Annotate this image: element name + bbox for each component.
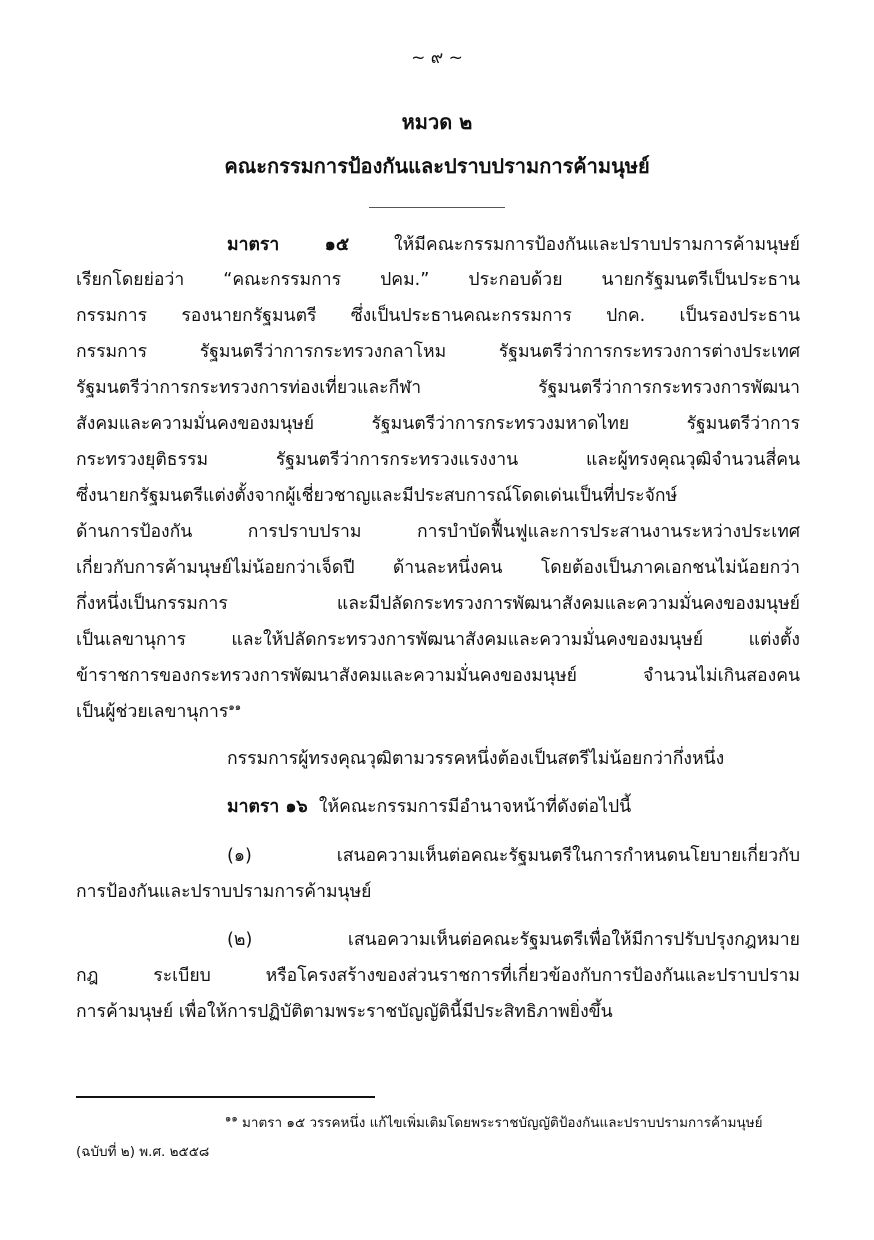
page-number: ~ ๙ ~: [411, 48, 463, 68]
section15-line: เป็นผู้ช่วยเลขานุการ: [76, 702, 229, 722]
section15-line: กรรมการ รัฐมนตรีว่าการกระทรวงกลาโหม รัฐมนตรีว่าการกระทรวงการต่างประเทศ: [76, 342, 800, 362]
section15-line: เกี่ยวกับการค้ามนุษย์ไม่น้อยกว่าเจ็ดปี ด้านละหนึ่งคน โดยต้องเป็นภาคเอกชนไม่น้อยกว่า: [76, 558, 800, 578]
section16-heading: มาตรา ๑๖: [227, 797, 308, 817]
section15-first-line: [227, 233, 800, 257]
section16-item2-line: (๒) เสนอความเห็นต่อคณะรัฐมนตรีเพื่อให้มีการปรับปรุงกฎหมาย: [227, 930, 800, 950]
section15-line: ข้าราชการของกระทรวงการพัฒนาสังคมและความมั่นคงของมนุษย์ จำนวนไม่เกินสองคน: [76, 666, 800, 686]
section16-item2-line: กฎ ระเบียบ หรือโครงสร้างของส่วนราชการที่เกี่ยวข้องกับการป้องกันและปราบปราม: [76, 966, 800, 986]
section15-line: ให้มีคณะกรรมการป้องกันและปราบปรามการค้ามนุษย์: [394, 235, 800, 255]
section15-heading: มาตรา ๑๕: [227, 235, 350, 255]
footnote-text: มาตรา ๑๕ วรรคหนึ่ง แก้ไขเพิ่มเติมโดยพระราชบัญญัติป้องกันและปราบปรามการค้ามนุษย์: [242, 1115, 763, 1131]
section15-line: ด้านการป้องกัน การปราบปราม การบำบัดฟื้นฟูและการประสานงานระหว่างประเทศ: [76, 522, 800, 542]
footnote-divider: [76, 1096, 375, 1098]
section15-line: รัฐมนตรีว่าการกระทรวงการท่องเที่ยวและกีฬา รัฐมนตรีว่าการกระทรวงการพัฒนา: [76, 378, 800, 398]
footnote-first-line: [225, 1113, 800, 1133]
section15-last-line: [76, 700, 800, 724]
footnote-reference[interactable]: ๑๑: [228, 702, 242, 714]
section15-line: กระทรวงยุติธรรม รัฐมนตรีว่าการกระทรวงแรงงาน และผู้ทรงคุณวุฒิจำนวนสี่คน: [76, 450, 800, 470]
chapter-heading: หมวด ๒: [401, 110, 473, 134]
section16-item1-line: (๑) เสนอความเห็นต่อคณะรัฐมนตรีในการกำหนดนโยบายเกี่ยวกับ: [227, 846, 800, 866]
footnote-marker: ๑๑: [225, 1113, 238, 1125]
section16-item1-line: การป้องกันและปราบปรามการค้ามนุษย์: [76, 882, 372, 902]
section15-line: กึ่งหนึ่งเป็นกรรมการ และมีปลัดกระทรวงการพัฒนาสังคมและความมั่นคงของมนุษย์: [76, 594, 800, 614]
section15-line: เป็นเลขานุการ และให้ปลัดกระทรวงการพัฒนาสังคมและความมั่นคงของมนุษย์ แต่งตั้ง: [76, 630, 800, 650]
footnote-second-line: (ฉบับที่ ๒) พ.ศ. ๒๕๕๘: [76, 1144, 210, 1160]
section15-line: สังคมและความมั่นคงของมนุษย์ รัฐมนตรีว่าการกระทรวงมหาดไทย รัฐมนตรีว่าการ: [76, 414, 800, 434]
title-divider: [369, 207, 505, 208]
chapter-title: คณะกรรมการป้องกันและปราบปรามการค้ามนุษย์: [224, 154, 650, 178]
section15-line: เรียกโดยย่อว่า “คณะกรรมการ ปคม.” ประกอบด้วย นายกรัฐมนตรีเป็นประธาน: [76, 270, 800, 290]
section15-paragraph2: กรรมการผู้ทรงคุณวุฒิตามวรรคหนึ่งต้องเป็นสตรีไม่น้อยกว่ากึ่งหนึ่ง: [227, 749, 725, 769]
section16-item2-line: การค้ามนุษย์ เพื่อให้การปฏิบัติตามพระราชบัญญัตินี้มีประสิทธิภาพยิ่งขึ้น: [76, 1002, 613, 1022]
section15-line: กรรมการ รองนายกรัฐมนตรี ซึ่งเป็นประธานคณะกรรมการ ปกค. เป็นรองประธาน: [76, 306, 800, 326]
section16-intro: ให้คณะกรรมการมีอำนาจหน้าที่ดังต่อไปนี้: [318, 797, 632, 817]
section16-first-line: [227, 795, 800, 819]
section15-line: ซึ่งนายกรัฐมนตรีแต่งตั้งจากผู้เชี่ยวชาญและมีประสบการณ์โดดเด่นเป็นที่ประจักษ์: [76, 486, 678, 506]
